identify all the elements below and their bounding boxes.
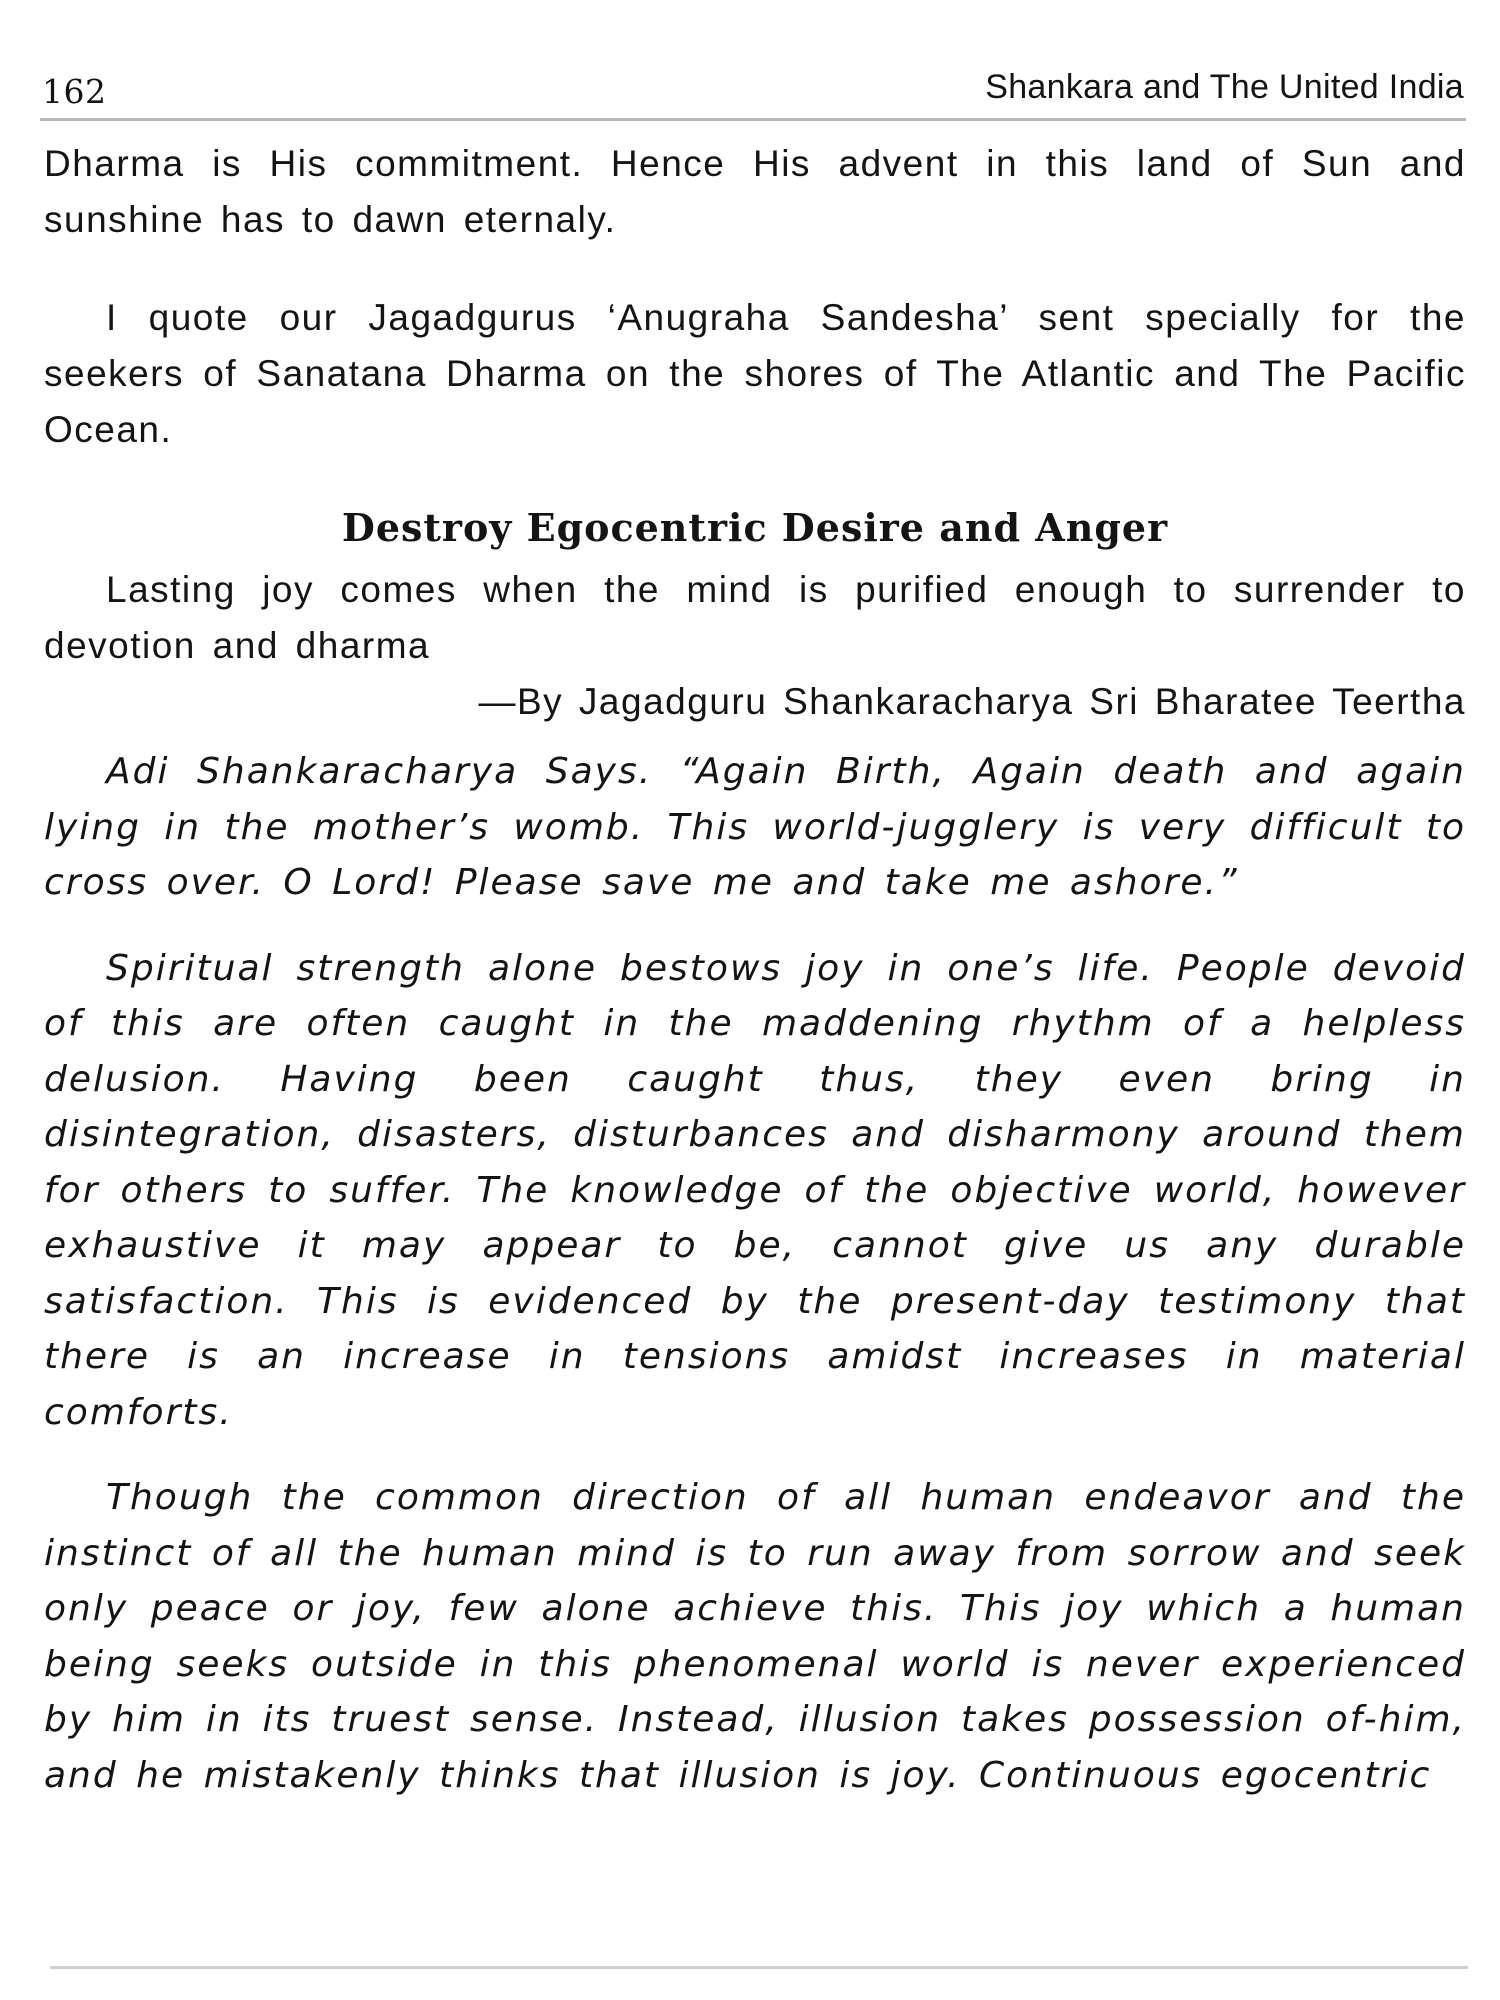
paragraph-quote-intro: I quote our Jagadgurus ‘Anugraha Sandesha’ sent specially for the seekers of Sanatana Dharma on the shores of The Atlantic and The Pacific Ocean.	[44, 297, 1466, 450]
section-heading: Destroy Egocentric Desire and Anger	[341, 505, 1169, 550]
spacer	[44, 911, 1466, 941]
running-title: Shankara and The United India	[985, 68, 1464, 106]
section-subtitle: Lasting joy comes when the mind is purified enough to surrender to devotion and dharma	[44, 569, 1466, 666]
spacer	[44, 248, 1466, 290]
spacer	[44, 458, 1466, 500]
header-rule	[40, 118, 1466, 121]
paragraph-shankaracharya-quote: Adi Shankaracharya Says. “Again Birth, Again death and again lying in the mother’s womb. This world-jugglery is very difficult to cross over. O Lord! Please save me and take me ashore.”	[44, 751, 1466, 903]
paragraph-spiritual-strength: Spiritual strength alone bestows joy in one’s life. People devoid of this are often caught in the maddening rhythm of a helpless delusion. Having been caught thus, they even bring in disintegration, disasters, disturbances and disharmony around them for others to suffer. The knowledge of the objective world, however exhaustive it may appear to be, cannot give us any durable satisfaction. This is evidenced by the present-day testimony that there is an increase in tensions amidst increases in material comforts.	[44, 947, 1466, 1433]
page-body	[44, 136, 1466, 1803]
page-number: 162	[42, 72, 107, 111]
attribution-line: —By Jagadguru Shankaracharya Sri Bharatee Teertha	[478, 681, 1466, 722]
spacer	[44, 730, 1466, 744]
spacer	[44, 1440, 1466, 1470]
paragraph-dharma-commitment: Dharma is His commitment. Hence His advent in this land of Sun and sunshine has to dawn eternaly.	[44, 143, 1466, 240]
footer-rule	[50, 1966, 1468, 1969]
running-header	[42, 64, 1464, 116]
paragraph-human-endeavor: Though the common direction of all human endeavor and the instinct of all the human mind is to run away from sorrow and seek only peace or joy, few alone achieve this. This joy which a human being seeks outside in this phenomenal world is never experienced by him in its truest sense. Instead, illusion takes possession of-him, and he mistakenly thinks that illusion is joy. Continuous egocentric	[44, 1477, 1466, 1796]
